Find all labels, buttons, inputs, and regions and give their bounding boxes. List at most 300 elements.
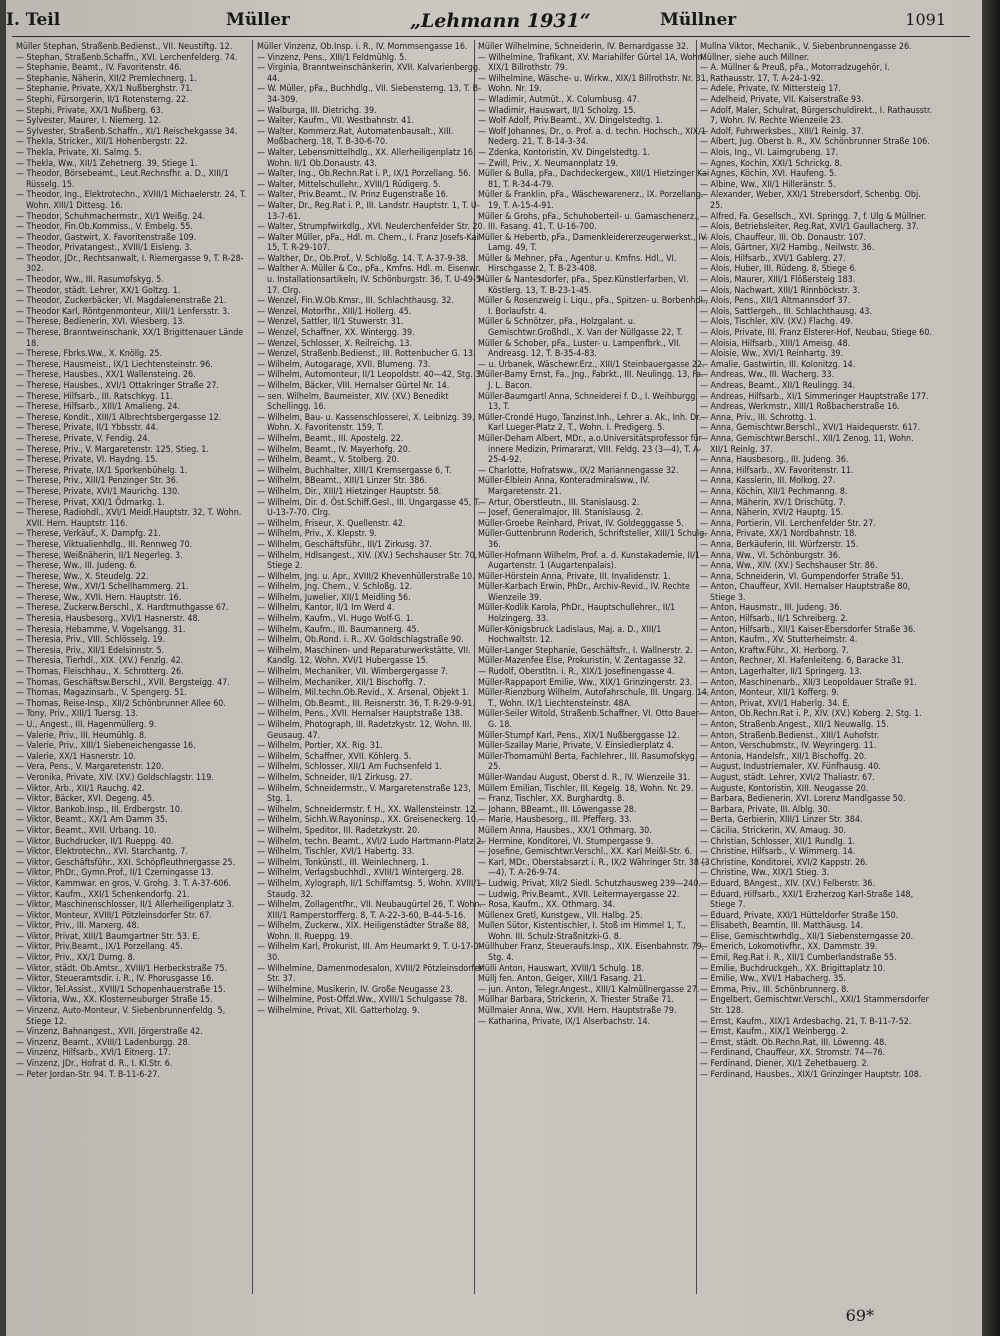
directory-entry: — Stephanie, Private, XX/1 Nußberghstr. 71. bbox=[16, 84, 193, 95]
directory-entry: — Amalie, Gastwirtin, III. Kolonitzg. 14. bbox=[700, 359, 856, 370]
directory-entry: — Wilhelm, Tischler, XVI/1 Habertg. 33. bbox=[257, 847, 415, 858]
directory-entry: — Therese, Private, IX/1 Sporkenbühelg. 1. bbox=[16, 465, 188, 476]
directory-entry: — Therese, Ww., XVI/1 Schellhammerg. 21. bbox=[16, 582, 189, 593]
directory-title: „Lehmann 1931“ bbox=[410, 10, 591, 32]
directory-entry: — Eduard, BAngest., XIV. (XV.) Felberstr. 36. bbox=[700, 878, 876, 889]
directory-entry: — Aloisie, Ww., XVI/1 Reinhartg. 39. bbox=[700, 349, 844, 360]
directory-entry: — Anton, Straßenb.Angest., XII/1 Neuwallg. 15. bbox=[700, 720, 889, 730]
directory-entry: — Therese, Priv., V. Margaretenstr. 125, Stieg. 1. bbox=[16, 444, 209, 455]
directory-entry: — Anna, Näherin, XVI/2 Hauptg. 15. bbox=[700, 508, 844, 519]
directory-entry: — Valerie, Priv., XIII/1 Siebeneichengasse 16. bbox=[16, 741, 196, 752]
directory-entry: — Thekla, Ww., XII/1 Zehetnerg. 39, Stiege 1. bbox=[16, 158, 198, 169]
directory-entry: — Wilhelm, Schneider, II/1 Zirkusg. 27. bbox=[257, 772, 413, 783]
directory-entry: — Anna, Ww., VI. Schönburgstr. 36. bbox=[700, 550, 841, 561]
directory-entry: — Walter, Priv.Beamt., IV. Prinz Eugenstraße 16. bbox=[257, 190, 449, 201]
directory-entry: — Wenzel, Straßenb.Bedienst., III. Rottenbucher G. 13. bbox=[257, 349, 476, 360]
directory-entry: — Anton, Kaufm., XV. Stutterheimstr. 4. bbox=[700, 635, 858, 646]
directory-entry: — Walter, Dr., Reg.Rat i. P., III. Landstr. Hauptstr. 1, T. U-13-7-61. bbox=[257, 200, 480, 222]
directory-entry: — Anna, Berkäuferin, III. Würfzerstr. 15. bbox=[700, 539, 859, 550]
directory-entry: — Therese, Ww., X. Steudelg. 22. bbox=[16, 571, 149, 582]
directory-entry: — Therese, Weißnäherin, II/1 Negerleg. 3. bbox=[16, 550, 183, 561]
directory-entry: — Theresia, Priv., VIII. Schlösselg. 19. bbox=[16, 635, 166, 646]
directory-entry: — Viktor, Geschäftsführ., XXI. Schöpfleuthnergasse 25. bbox=[16, 857, 236, 868]
directory-entry: — Wilhelm, Mechaniker, XII/1 Bischoffg. 7. bbox=[257, 677, 426, 688]
directory-entry: Müllenex Gretl, Kunstgew., VII. Halbg. 25. bbox=[478, 910, 643, 921]
directory-entry: — Wilhelm, Speditor, III. Radetzkystr. 20. bbox=[257, 825, 420, 836]
left-binding-edge bbox=[0, 0, 6, 1336]
directory-entry: — Alois, Betriebsleiter, Reg.Rat, XVI/1 Gaullacherg. 37. bbox=[700, 222, 919, 233]
directory-entry: — Theodor Karl, Röntgenmonteur, XIII/1 Lenfersstr. 3. bbox=[16, 306, 230, 317]
directory-entry: — Therese, Kondit., XIII/1 Albrechtsbergergasse 12. bbox=[16, 412, 222, 423]
directory-entry: — Adolf, Fuhrwerksbes., XIII/1 Reinlg. 37. bbox=[700, 126, 864, 137]
directory-entry: Müller & Schober, pFa., Luster- u. Lampenfbrk., VII. Andreasg. 12, T. B-35-4-83. bbox=[478, 338, 682, 360]
directory-entry: — Emma, Priv., III. Schönbrunnerg. 8. bbox=[700, 984, 849, 995]
directory-entry: — Rudolf, Oberstltn. i. R., XIX/1 Josefinengasse 4. bbox=[478, 667, 675, 678]
directory-entry: — Viktor, Monteur, XVIII/1 Pötzleinsdorfer Str. 67. bbox=[16, 910, 213, 921]
directory-entry: — Walter, Lebensmittelhdlg., XX. Allerheiligenplatz 16, Wohn. II/1 Ob.Donaustr. 43. bbox=[257, 147, 476, 169]
directory-entry: — Valerie, Priv., III. Heumühlg. 8. bbox=[16, 730, 147, 741]
directory-entry: — Artur, Oberstleutn., III. Stanislausg. 2. bbox=[478, 497, 640, 508]
directory-entry: — Wilhelm, Ob.Rond. i. R., XV. Goldschlagstraße 90. bbox=[257, 635, 464, 646]
directory-entry: Mülli Anton, Hauswart, XVIII/1 Schulg. 18. bbox=[478, 963, 644, 974]
page-header bbox=[0, 10, 972, 36]
directory-entry: — Eduard, Hilfsarb., XXI/1 Erzherzog Karl-Straße 148, Stiege 7. bbox=[700, 889, 914, 911]
directory-entry: — sen. Wilhelm, Baumeister, XIV. (XV.) Benedikt Schellingg. 16. bbox=[257, 391, 449, 413]
directory-entry: — Wilhelm, Schneidermstr. f. H., XX. Wallensteinstr. 12. bbox=[257, 804, 478, 815]
directory-entry: — Walther, Dr., Ob.Prof., V. Schloßg. 14. T. A-37-9-38. bbox=[257, 253, 469, 264]
directory-entry: — Theodor, Ing., Elektrotechn., XVIII/1 Michaelerstr. 24, T. Wohn. XIII/1 Dittesg. 16. bbox=[16, 190, 247, 211]
directory-entry: — Theodor, Schuhmachermstr., XI/1 Weißg. 24. bbox=[16, 211, 206, 222]
directory-entry: Mullen Sütor, Kistentischler, I. Stoß im Himmel 1, T., Wohn. III. Schulz-Straßnitzki-G. 8. bbox=[478, 921, 686, 942]
directory-entry: — Wilhelm, Buchhalter, XIII/1 Kremsergasse 6, T. bbox=[257, 465, 452, 476]
directory-entry: — Tony, Priv., XIII/1 Tuersg. 13. bbox=[16, 709, 139, 720]
directory-entry: Müller-Kodlik Karola, PhDr., Hauptschullehrer., II/1 Holzingerg. 33. bbox=[478, 603, 676, 625]
directory-entry: — Anna, Gemischtwr.Berschl., XVI/1 Haidequerstr. 617. bbox=[700, 423, 921, 434]
directory-entry: Müller-Stumpf Karl, Pens., XIX/1 Nußberggasse 12. bbox=[478, 730, 680, 741]
directory-entry: — Emil, Reg.Rat i. R., XII/1 Cumberlandstraße 55. bbox=[700, 953, 897, 964]
directory-entry: — Wilhelmine, Damenmodesalon, XVIII/2 Pötzleinsdorfer Str. 37. bbox=[257, 963, 483, 985]
directory-entry: — Therese, Priv., XIII/1 Penzinger Str. 36. bbox=[16, 476, 179, 487]
directory-entry: — Agnes, Köchin, XVI. Haufeng. 5. bbox=[700, 169, 837, 180]
directory-entry: Müller-Baumgartl Anna, Schneiderei f. D., I. Weihburgg. 13, T. bbox=[478, 391, 698, 413]
directory-entry: — Anna, Gemischtwr.Berschl., XII/1 Zenog. 11, Wohn. XII/1 Reinlg. 37. bbox=[700, 433, 914, 455]
directory-entry: — Wilhelm, Friseur, X. Quellenstr. 42. bbox=[257, 518, 406, 529]
directory-entry: — Sylvester, Straßenb.Schaffn., XI/1 Reischekgasse 34. bbox=[16, 126, 238, 137]
sheet-signature: 69* bbox=[845, 1306, 874, 1325]
directory-entry: — Marie, Hausbesorg., III. Pfefferg. 33. bbox=[478, 815, 632, 826]
directory-entry: — Wilhelmine, Musikerin, IV. Große Neugasse 23. bbox=[257, 984, 453, 995]
directory-entry: — Alois, Maurer, XIII/1 Flößersteig 183. bbox=[700, 275, 856, 286]
directory-entry: — Viktor, Bäcker, XVI. Degeng. 45. bbox=[16, 794, 155, 805]
directory-entry: — Wilhelm, Juwelier, XII/1 Meidling 56. bbox=[257, 592, 411, 603]
directory-entry: — Walter, Mittelschullehr., XVIII/1 Rüdigerg. 5. bbox=[257, 179, 441, 190]
directory-entry: — Anton, Hausmstr., III. Judeng. 36. bbox=[700, 603, 842, 614]
directory-entry: — Wilhelm Karl, Prokurist, III. Am Heumarkt 9, T. U-17-0-30. bbox=[257, 942, 482, 964]
directory-entry: — Andreas, Hilfsarb., XI/1 Simmeringer Hauptstraße 177. bbox=[700, 391, 929, 402]
directory-entry: — Wilhelmine, Privat, XII. Gatterholzg. 9. bbox=[257, 1006, 420, 1017]
directory-entry: — Viktor, Kaufm., XXI/1 Schenkendorfg. 21. bbox=[16, 889, 190, 900]
directory-entry: — Josef, Generalmajor, III. Stanislausg. 2. bbox=[478, 508, 644, 519]
column-divider bbox=[252, 40, 253, 1294]
directory-entry: — Wladimir, Autmüt., X. Columbusg. 47. bbox=[478, 94, 640, 105]
directory-entry: — Wilhelm, Dir. d. Öst.Schiff.Gesl., III. Ungargasse 45, T. U-13-7-70. Clrg. bbox=[257, 497, 481, 519]
directory-entry: — Wilhelm, Schlosser, XII/1 Am Fuchsenfeld 1. bbox=[257, 762, 443, 773]
directory-entry: — Wilhelm, Photograph, III. Radetzkystr. 12, Wohn. III. Geusaug. 47. bbox=[257, 720, 472, 741]
directory-entry: — Wilhelm, Xylograph, II/1 Schiffamtsg. 5, Wohn. XVIII/1 Staudg. 32. bbox=[257, 878, 482, 900]
directory-entry: — Thekla, Private, XI. Salmg. 5. bbox=[16, 147, 142, 158]
directory-entry: Müller-Crondé Hugo, Tanzinst.Inh., Lehrer a. Ak., Inh. Dr. Karl Lueger-Platz 2, T., Wohn. I. Predigerg. 5. bbox=[478, 412, 702, 434]
directory-entry: — Alois, Pens., XII/1 Altmannsdorf 37. bbox=[700, 296, 851, 307]
directory-entry: — Anton, Maschinenarb., XII/3 Leopoldauer Straße 91. bbox=[700, 677, 917, 688]
directory-entry: — Viktoria, Ww., XX. Klosterneuburger Straße 15. bbox=[16, 995, 213, 1006]
directory-entry: — Viktor, Kammwar. en gros, V. Grohg. 3. T. A-37-606. bbox=[16, 878, 231, 889]
directory-entry: — Therese, Zuckerw.Berschl., X. Hardtmuthgasse 67. bbox=[16, 603, 229, 614]
directory-entry: — A. Müllner & Preuß, pFa., Motorradzugehör, I. Rathausstr. 17, T. A-24-1-92. bbox=[700, 63, 890, 84]
directory-entry: — Katharina, Private, IX/1 Alserbachstr. 14. bbox=[478, 1016, 651, 1027]
directory-entry: — Ernst, Kaufm., XIX/1 Weinbergg. 2. bbox=[700, 1027, 849, 1038]
directory-entry: Müller Vinzenz, Ob.Insp. i. R., IV. Mommsengasse 16. bbox=[257, 42, 468, 52]
directory-entry: — Ferdinand, Chauffeur, XX. Stromstr. 74—76. bbox=[700, 1048, 886, 1059]
directory-entry: Müller & Franklin, pFa., Wäschewarenerz., IX. Porzellang. 19, T. A-15-4-91. bbox=[478, 190, 704, 211]
directory-entry: — Wilhelm, Mechaniker, VII. Wimbergergasse 7. bbox=[257, 667, 449, 678]
directory-entry: Müller-Rienzburg Wilhelm, Autofahrschule, III. Ungarg. 14, T., Wohn. IX/1 Liechtensteinstr. 48A. bbox=[478, 688, 710, 709]
directory-entry: — U., Angest., III. Hagenmüllerg. 9. bbox=[16, 720, 157, 730]
directory-entry: — Therese, Branntweinschank, XX/1 Brigittenauer Lände 18. bbox=[16, 328, 244, 349]
directory-entry: — Anton, Chauffeur, XVII. Hernalser Hauptstraße 80, Stiege 3. bbox=[700, 582, 911, 603]
directory-entry: Müller & Schnötzer, pFa., Holzgalant. u. Gemischtwr.Großhdl., X. Van der Nüllgasse 22, T. bbox=[478, 317, 683, 339]
header-rule bbox=[12, 36, 970, 37]
directory-entry: — Theodor, JDr., Rechtsanwalt, I. Riemergasse 9, T. R-28-302. bbox=[16, 253, 244, 275]
directory-entry: — Thomas, Geschäftsw.Berschl., XVII. Bergsteigg. 47. bbox=[16, 677, 230, 688]
directory-entry: — Wilhelm, Maschinen- und Reparaturwerkstätte, VII. Kandlg. 12, Wohn. XVI/1 Hubergasse 15. bbox=[257, 645, 471, 667]
directory-entry: — Virginia, Branntweinschänkerin, XVII. Kalvarienbergg. 44. bbox=[257, 63, 481, 84]
directory-entry: Müllern Anna, Hausbes., XX/1 Othmarg. 30. bbox=[478, 825, 652, 836]
directory-entry: — Therese, Hilfsarb., III. Ratschkyg. 11. bbox=[16, 391, 173, 402]
directory-entry: — Theodor, Gastwirt, X. Favoritenstraße 109. bbox=[16, 232, 197, 243]
directory-entry: — Theresia, Tierhdl., XIX. (XV.) Fenzlg. 42. bbox=[16, 656, 184, 667]
directory-entry: Müllj fen. Anton, Geiger, XIII/1 Fasang. 21. bbox=[478, 974, 646, 985]
directory-entry: — Therese, Hausbes., XVI/1 Ottakringer Straße 27. bbox=[16, 381, 219, 391]
directory-entry: — Stephan, Straßenb.Schaffn., XVI. Lerchenfelderg. 74. bbox=[16, 52, 238, 63]
directory-entry: — Viktor, Buchdrucker, II/1 Rueppg. 40. bbox=[16, 836, 174, 847]
directory-entry: — Adelheid, Private, VII. Kaiserstraße 93. bbox=[700, 94, 864, 105]
directory-entry: — Zwill, Priv., X. Neumannplatz 19. bbox=[478, 158, 619, 169]
directory-entry: — Wenzel, Sattler, II/1 Stuwerstr. 31. bbox=[257, 317, 404, 328]
directory-entry: — Anton, Rechner, XI. Hafenleiteng. 6, Baracke 31. bbox=[700, 656, 904, 667]
directory-entry: — Anna, Schneiderin, VI. Gumpendorfer Straße 51. bbox=[700, 571, 904, 582]
directory-entry: — Wolf Johannes, Dr., o. Prof. a. d. techn. Hochsch., XIX/1 Nederg. 21, T. B-14-3-34. bbox=[478, 126, 707, 148]
directory-entry: Müller-Deham Albert, MDr., a.o.Universitätsprofessor für innere Medizin, Primararzt, VIII. Feldg. 23 (3—4), T. A-25-4-92. bbox=[478, 433, 702, 466]
directory-entry: — Alois, Gärtner, XI/2 Hambg., Neilwstr. 36. bbox=[700, 243, 875, 254]
directory-entry: — Anna, Kassierin, III. Molkog. 27. bbox=[700, 476, 836, 487]
directory-entry: — Wilhelm, Schaffner, XVII. Köhlerg. 5. bbox=[257, 751, 412, 762]
directory-entry: Müller-Hörstein Anna, Private, III. Invalidenstr. 1. bbox=[478, 571, 671, 582]
directory-entry: — Anton, Lagerhalter, II/1 Springerg. 13. bbox=[700, 667, 862, 678]
directory-entry: — Ferdinand, Diener, XI/1 Zehetbauerg. 2. bbox=[700, 1059, 870, 1069]
directory-entry: — Christian, Schlosser, XII/1 Rundlg. 1. bbox=[700, 836, 856, 847]
directory-entry: — Therese, Private, II/1 Ybbsstr. 44. bbox=[16, 423, 159, 434]
directory-entry: — Berta, Gerbierin, XIII/1 Linzer Str. 384. bbox=[700, 815, 863, 826]
directory-entry: — W. Müller, pFa., Buchhdlg., VII. Siebensterng. 13, T. B-34-309. bbox=[257, 84, 481, 105]
directory-entry: — Charlotte, Hofratsww., IX/2 Mariannengasse 32. bbox=[478, 465, 679, 476]
directory-entry: — Wolf Adolf, Priv.Beamt., XV. Dingelstedtg. 1. bbox=[478, 116, 663, 127]
directory-entry: — Wilhelm, Zuckerw., XIX. Heiligenstädter Straße 88, Wohn. II. Rueppg. 19. bbox=[257, 921, 470, 942]
directory-entry: — Wilhelm, Beamt., IV. Mayerhofg. 20. bbox=[257, 444, 411, 455]
directory-entry: — Theodor, Ww., III. Rasumofskyg. 5. bbox=[16, 275, 164, 286]
directory-entry: — Walther A. Müller & Co., pFa., Kmfns. Hdl. m. Eisenwr. u. Installationsartikeln, IV. Schönburgstr. 36, T. U-49-5-17. Clrg. bbox=[257, 264, 484, 296]
directory-entry: — Wilhelm, Bäcker, VIII. Hernalser Gürtel Nr. 14. bbox=[257, 381, 450, 391]
directory-entry: — Josefine, Gemischtwr.Verschl., XX. Karl Meißl-Str. 6. bbox=[478, 847, 693, 858]
directory-entry: — Theodor, Privatangest., XVIII/1 Eisleng. 3. bbox=[16, 243, 192, 254]
directory-entry: — Valerie, XX/1 Hasnerstr. 10. bbox=[16, 751, 136, 762]
directory-entry: Müller-Groebe Reinhard, Privat, IV. Goldegggasse 5. bbox=[478, 518, 684, 529]
directory-entry: — Viktor, Beamt., XX/1 Am Damm 35. bbox=[16, 815, 168, 826]
directory-entry: — Alois, Ing., VI. Laimgrubeng. 17. bbox=[700, 147, 839, 158]
directory-entry: Müller-Langer Stephanie, Geschäftsfr., I. Wallnerstr. 2. bbox=[478, 645, 693, 656]
directory-entry: — Vinzenz, Pens., XIII/1 Feldmühlg. 5. bbox=[257, 52, 407, 63]
directory-entry: — Wilhelm, Jng. Chem., V. Schloßg. 12. bbox=[257, 582, 413, 593]
directory-entry: — Theresia, Hebamme, V. Vogelsangg. 31. bbox=[16, 624, 186, 635]
directory-entry: Mullna Viktor, Mechanik., V. Siebenbrunnengasse 26. bbox=[700, 42, 912, 52]
directory-entry: — Wilhelm, Mil.techn.Ob.Revid., X. Arsenal, Objekt 1. bbox=[257, 688, 470, 699]
directory-entry: — Walter Müller, pFa., Hdl. m. Chem., I. Franz Josefs-Kai 15, T. R-29-107. bbox=[257, 232, 479, 254]
directory-entry: — Stephi, Private, XX/1 Nußberg. 63. bbox=[16, 105, 164, 116]
directory-entry: — Thomas, Magazinsarb., V. Spengerg. 51. bbox=[16, 688, 187, 699]
directory-entry: — Aloisia, Hilfsarb., XIII/1 Ameisg. 48. bbox=[700, 338, 851, 349]
directory-entry: — Viktor, Steueramtsdir. i. R., IV. Phorusgasse 16. bbox=[16, 974, 214, 985]
directory-entry: — Rosa, Kaufm., XX. Othmarg. 34. bbox=[478, 900, 616, 911]
directory-entry: — Anna, Ww., XIV. (XV.) Sechshauser Str. 86. bbox=[700, 561, 878, 572]
directory-entry: — Wenzel, Fin.W.Ob.Kmsr., III. Schlachthausg. 32. bbox=[257, 296, 454, 307]
directory-entry: — Alois, Chauffeur, III. Ob. Donaustr. 107. bbox=[700, 232, 867, 243]
directory-entry: — Christine, Konditorei, XVI/2 Kappstr. 26. bbox=[700, 857, 868, 868]
directory-entry: — Viktor, Beamt., XVII. Urbang. 10. bbox=[16, 825, 157, 836]
directory-entry: — Wenzel, Motorfhr., XIII/1 Hollerg. 45. bbox=[257, 306, 412, 317]
directory-entry: — Therese, Fbrks.Ww., X. Knöllg. 25. bbox=[16, 349, 162, 360]
directory-entry: — Thomas, Reise-Insp., XII/2 Schönbrunner Allee 60. bbox=[16, 698, 226, 709]
directory-entry: — August, städt. Lehrer, XVI/2 Thaliastr. 67. bbox=[700, 772, 875, 783]
directory-entry: — Alois, Huber, III. Rüdeng. 8, Stiege 6. bbox=[700, 264, 858, 275]
page-edge-shadow bbox=[982, 0, 1000, 1336]
directory-entry: — Therese, Ww., III. Judeng. 6. bbox=[16, 561, 138, 572]
directory-entry: — Theodor, Zuckerbäcker, VI. Magdalenenstraße 21. bbox=[16, 296, 227, 307]
directory-entry: — Vinzenz, Auto-Monteur, V. Siebenbrunnenfeldg. 5, Stiege 12. bbox=[16, 1006, 226, 1027]
directory-entry: — Therese, Radiohdl., XVI/1 Meidl.Hauptstr. 32, T. Wohn. XVII. Hern. Hauptstr. 116. bbox=[16, 508, 242, 529]
directory-entry: Müller-Rappaport Emilie, Ww., XIX/1 Grinzingerstr. 23. bbox=[478, 677, 693, 688]
directory-entry: — Therese, Private, V. Fendig. 24. bbox=[16, 433, 150, 444]
directory-entry: — Anton, Hilfsarb., II/1 Schreiberg. 2. bbox=[700, 614, 849, 625]
directory-entry: — Theodor, Fin.Ob.Kommiss., V. Embelg. 55. bbox=[16, 222, 193, 233]
directory-entry: — Walter, Kaufm., VII. Westbahnstr. 41. bbox=[257, 116, 414, 127]
directory-entry: — Walter, Ing., Ob.Rechn.Rat i. P., IX/1 Porzellang. 56. bbox=[257, 169, 471, 180]
directory-entry: Müller & Bulla, pFa., Dachdeckergew., XIII/1 Hietzinger Kai 81, T. R-34-4-79. bbox=[478, 169, 710, 190]
directory-entry: — Wilhelm, Geschäftsführ., III/1 Zirkusg. 37. bbox=[257, 539, 432, 550]
directory-entry: — Wilhelm, Pens., XVII. Hernalser Hauptstraße 138. bbox=[257, 709, 463, 720]
directory-entry: — Wenzel, Schaffner, XX. Wintergg. 39. bbox=[257, 328, 415, 339]
directory-entry: — Wilhelm, Tonkünstl., III. Weinlechnerg. 1. bbox=[257, 857, 429, 868]
directory-entry: — Wilhelm, techn. Beamt., XVI/2 Ludo Hartmann-Platz 2. bbox=[257, 836, 484, 847]
directory-entry: — Alexander, Weber, XXI/1 Strebersdorf, Schenbg. Obj. 25. bbox=[700, 190, 921, 211]
directory-entry: — Agnes, Kochin, XXI/1 Schrickg. 8. bbox=[700, 158, 843, 169]
directory-entry: — Walter, Kommerz.Rat, Automatenbausalt., XIII. Moßbacherg. 18, T. B-30-6-70. bbox=[257, 126, 454, 148]
directory-entry: — Therese, Private, VI. Haydng. 15. bbox=[16, 455, 158, 466]
directory-entry: Müller Stephan, Straßenb.Bedienst., VII. Neustiftg. 12. bbox=[16, 42, 233, 52]
directory-entry: Müller-Szallay Marie, Private, V. Einsiedlerplatz 4. bbox=[478, 741, 674, 752]
directory-column-1 bbox=[16, 42, 248, 1294]
directory-entry: — Wladimir, Hauswart, II/1 Scholzg. 15. bbox=[478, 105, 636, 116]
directory-entry: — Walburga, III. Dietrichg. 39. bbox=[257, 105, 377, 116]
directory-entry: — Hermine, Konditorei, VI. Stumpergasse 9. bbox=[478, 836, 654, 847]
directory-entry: — Wilhelm, Portier, XX. Rig. 31. bbox=[257, 741, 383, 752]
directory-entry: — Theodor, städt. Lehrer, XX/1 Goltzg. 1. bbox=[16, 285, 181, 296]
directory-entry: — Wilhelmine, Trafikant, XV. Mariahilfer Gürtel 1A, Wohn. XIX/1 Billrothstr. 79. bbox=[478, 52, 706, 74]
directory-entry: Müller & Grohs, pFa., Schuhoberteil- u. Gamaschenerz., III. Fasang. 41, T. U-16-700. bbox=[478, 211, 700, 233]
directory-entry: — Adele, Private, IV. Mittersteig 17. bbox=[700, 84, 841, 95]
directory-entry: Müller-Mazenfee Else, Prokuristin, V. Zentagasse 32. bbox=[478, 656, 686, 667]
directory-entry: — Therese, Verkäuf., X. Dampfg. 21. bbox=[16, 529, 161, 540]
directory-entry: Müller-Thomamühl Berta, Fachlehrer., III. Rasumofskyg. 25. bbox=[478, 751, 698, 773]
directory-entry: — Anton, Monteur, XII/1 Kofferg. 9. bbox=[700, 688, 839, 699]
directory-entry: — Viktor, PhDr., Gymn.Prof., II/1 Czerningasse 13. bbox=[16, 868, 214, 879]
directory-entry: — Wilhelm, Verlagsbuchhdl., XVIII/1 Wintergerg. 28. bbox=[257, 868, 464, 879]
directory-entry: Müller-Elblein Anna, Konteradmiralsww., IV. Margaretenstr. 21. bbox=[478, 476, 650, 497]
directory-entry: — Antonia, Handelsfr., XII/1 Bischoffg. 20. bbox=[700, 751, 867, 762]
directory-entry: — Wilhelm, Automonteur, II/1 Leopoldstr. 40—42, Stg. 3. bbox=[257, 370, 483, 381]
directory-entry: — Wilhelm, Autogarage, XVII. Blumeng. 73. bbox=[257, 359, 431, 370]
directory-entry: — Anna, Hilfsarb., XV. Favoritenstr. 11. bbox=[700, 465, 854, 476]
directory-entry: — Ernst, städt. Ob.Rechn.Rat, III. Löwenng. 48. bbox=[700, 1037, 887, 1048]
directory-entry: — Wilhelm, Zollagentfhr., VII. Neubaugürtel 26, T. Wohn. XIII/1 Ramperstorfferg. 8, T. A-22-3-60, B-44-5-16. bbox=[257, 900, 482, 921]
directory-entry: — Anna, Private, XX/1 Nordbahnstr. 18. bbox=[700, 529, 857, 540]
directory-entry: — Therese, Bedienerin, XVI. Wiesberg. 13. bbox=[16, 317, 186, 328]
directory-entry: — Therese, Ww., XVII. Hern. Hauptstr. 16. bbox=[16, 592, 182, 603]
directory-entry: — Elise, Gemischtwrhdlg., XII/1 Siebensterngasse 20. bbox=[700, 931, 914, 942]
directory-entry: — Johann, BBeamt., III. Löwengasse 28. bbox=[478, 804, 637, 815]
directory-entry: Müller & Mehner, pFa., Agentur u. Kmfns. Hdl., VI. Hirschgasse 2, T. B-23-408. bbox=[478, 253, 677, 275]
directory-entry: — Theresia, Hausbesorg., XVI/1 Hasnerstr. 48. bbox=[16, 614, 201, 625]
directory-column-3 bbox=[478, 42, 710, 1294]
directory-entry: — Andreas, Beamt., XII/1 Reulingg. 34. bbox=[700, 381, 856, 391]
directory-entry: — Ludwig, Priv.Beamt., XVII. Leitermayergasse 22. bbox=[478, 889, 680, 900]
directory-entry: — Wilhelm, Dir., XIII/1 Hietzinger Hauptstr. 58. bbox=[257, 486, 442, 497]
directory-entry: — Therese, Private, XVI/1 Maurichg. 130. bbox=[16, 486, 180, 497]
directory-entry: — Engelbert, Gemischtwr.Verschl., XXI/1 Stammersdorfer Str. 128. bbox=[700, 995, 929, 1017]
directory-entry: — Wilhelm, Ob.Beamt., III. Reisnerstr. 36, T. R-29-9-91. bbox=[257, 698, 475, 709]
directory-entry: — Anna, Priv., III. Schrottg. 1. bbox=[700, 412, 817, 423]
directory-entry: — Wilhelm, Kaufm., III. Baumannerg. 45. bbox=[257, 624, 420, 635]
directory-entry: — Viktor, Elektrotechn., XVI. Starchantg. 7. bbox=[16, 847, 188, 858]
directory-entry: — Anna, Köchin, XII/1 Pechmanng. 8. bbox=[700, 486, 848, 497]
directory-entry: — Viktor, Arb., XII/1 Rauchg. 42. bbox=[16, 783, 145, 794]
directory-entry: — Anton, Verschubmstr., IV. Weyringerg. 11. bbox=[700, 741, 877, 752]
directory-entry: Müller & Nantesdorfer, pFa., Spez.Künstlerfarben, VI. Köstlerg. 13, T. B-23-1-45. bbox=[478, 275, 689, 296]
directory-entry: Müller-Hofmann Wilhelm, Prof. a. d. Kunstakademie, II/1 Augartenstr. 1 (Augartenpalais). bbox=[478, 550, 700, 572]
directory-entry: — Christine, Ww., XIX/1 Stieg. 3. bbox=[700, 868, 830, 879]
directory-entry: — Anton, Ob.Rechn.Rat i. P., XIV. (XV.) Koberg. 2, Stg. 1. bbox=[700, 709, 922, 720]
directory-entry: — Andreas, Ww., III. Wacherg. 33. bbox=[700, 370, 835, 381]
directory-entry: — Vinzenz, Bahnangest., XVII. Jörgerstraße 42. bbox=[16, 1027, 203, 1038]
directory-entry: — Wilhelmine, Post-Offzl.Ww., XVIII/1 Schulgasse 78. bbox=[257, 995, 468, 1006]
directory-entry: — Alfred, Fa. Gesellsch., XVI. Springg. 7, f. Ulg & Müllner. bbox=[700, 211, 927, 222]
directory-column-2 bbox=[257, 42, 489, 1294]
directory-entry: — Barbara, Private, III. Alblg. 30. bbox=[700, 804, 831, 815]
directory-entry: — Eduard, Private, XXI/1 Hütteldorfer Straße 150. bbox=[700, 910, 899, 921]
directory-entry: — Therese, Hausmeist., IX/1 Liechtensteinstr. 96. bbox=[16, 359, 213, 370]
directory-entry: — Stephanie, Beamt., IV. Favoritenstr. 46. bbox=[16, 63, 182, 74]
directory-entry: — Sylvester, Maurer, I. Niemerg. 12. bbox=[16, 116, 162, 127]
directory-entry: — Wilhelm, Schneidermstr., V. Margaretenstraße 123, Stg. 1. bbox=[257, 783, 471, 805]
directory-entry: — Anna, Portierin, VII. Lerchenfelder Str. 27. bbox=[700, 518, 876, 529]
directory-entry: — Stephi, Fürsorgerin, II/1 Rotensterng. 22. bbox=[16, 94, 189, 105]
directory-entry: — Anton, Kraftw.Führ., XI. Herborg. 7. bbox=[700, 645, 849, 656]
directory-entry: — Thomas, Fleischhau., X. Schrotterg. 26. bbox=[16, 667, 184, 678]
directory-entry: — Andreas, Werkmstr., XIII/1 Roßbacherstraße 16. bbox=[700, 402, 900, 413]
directory-entry: — u. Urbanek, Wäschewr.Erz., XIII/1 Steinbauergasse 22. bbox=[478, 359, 705, 370]
directory-entry: — Vera, Pens., V. Margaretenstr. 120. bbox=[16, 762, 164, 773]
directory-entry: Müllhuber Franz, Steueraufs.Insp., XIX. Eisenbahnstr. 79, Stg. 4. bbox=[478, 942, 705, 964]
directory-entry: — Wilhelm, Priv., X. Klepstr. 9. bbox=[257, 529, 377, 540]
directory-entry: — Anna, Mäherin, XV/1 Drischütg. 7. bbox=[700, 497, 846, 508]
directory-entry: Müller-Seiler Witold, Straßenb.Schaffner, VI. Otto Bauer-G. 18. bbox=[478, 709, 702, 730]
directory-entry: Müller & Hebertb, pFa., Damenkleidererzeugerwerkst., IV. Lamg. 49, T. bbox=[478, 232, 708, 254]
directory-entry: — Elisabeth, Beamtin, III. Matthäusg. 14. bbox=[700, 921, 864, 932]
directory-entry: — Viktor, Bankob.Insp., III. Erdbergstr. 10. bbox=[16, 804, 183, 815]
directory-entry: — Anton, Privat, XVI/1 Haberlg. 34. E. bbox=[700, 698, 851, 709]
directory-entry: — Wilhelm, Jng. u. Apr., XVIII/2 Khevenhüllerstraße 10. bbox=[257, 571, 475, 582]
directory-entry: — Anton, Straßenb.Bedienst., XIII/1 Auhofstr. bbox=[700, 730, 880, 741]
directory-entry: Müller-Bamy Ernst, Fa., Jng., Fabrkt., III. Neulingg. 13, Fa. J. L. Bacon. bbox=[478, 370, 704, 391]
directory-entry: — Barbara, Bedienerin, XVI. Lorenz Mandlgasse 50. bbox=[700, 794, 906, 805]
directory-entry: — Theresia, Priv., XII/1 Edelsinnstr. 5. bbox=[16, 645, 165, 656]
directory-entry: — Alois, Hilfsarb., XVI/1 Gablerg. 27. bbox=[700, 253, 846, 264]
directory-entry: — Karl, MDr., Oberstabsarzt i. R., IX/2 Währinger Str. 38 (3—4), T. A-26-9-74. bbox=[478, 857, 710, 879]
directory-entry: Müller-Königsbruck Ladislaus, Maj. a. D., XIII/1 Hochwaltstr. 12. bbox=[478, 624, 662, 646]
directory-entry: — Alois, Tischler, XIV. (XV.) Flachg. 49. bbox=[700, 317, 853, 328]
directory-entry: — Alois, Sattlergeh., III. Schlachthausg. 43. bbox=[700, 306, 873, 317]
directory-entry: — Viktor, Privat, XIII/1 Baumgartner Str. 53. E. bbox=[16, 931, 200, 942]
directory-entry: — Zdenka, Kontoristin, XV. Dingelstedtg. 1. bbox=[478, 147, 650, 158]
directory-entry: — Emilie, Ww., XVI/1 Habacherg. 35. bbox=[700, 974, 846, 985]
directory-entry: — Viktor, Priv., III. Marxerg. 48. bbox=[16, 921, 140, 932]
directory-entry: — Ludwig, Privat, XII/2 Siedl. Schutzhausweg 239—240. bbox=[478, 878, 701, 889]
directory-entry: — August, Industriemaler, XV. Fünfhausg. 40. bbox=[700, 762, 881, 773]
directory-entry: Müller-Karbach Erwin, PhDr., Archiv-Revid., IV. Rechte Wienzeile 39. bbox=[478, 582, 690, 603]
directory-entry: Müller Wilhelmine, Schneiderin, IV. Bernardgasse 32. bbox=[478, 42, 689, 52]
directory-entry: — Veronika, Private, XIV. (XV.) Goldschlagstr. 119. bbox=[16, 772, 214, 783]
directory-entry: — Adolf, Maler, Schulrat, Bürgerschuldirekt., I. Rathausstr. 7, Wohn. IV. Rechte Wienzeile 23. bbox=[700, 105, 933, 127]
directory-entry: — Anton, Hilfsarb., XII/1 Kaiser-Ebersdorfer Straße 36. bbox=[700, 624, 916, 635]
directory-entry: — Wilhelm, Beamt., III. Apostelg. 22. bbox=[257, 433, 404, 444]
part-label: I. Teil bbox=[6, 10, 61, 30]
directory-entry: — Anna, Hausbesorg., III. Judeng. 36. bbox=[700, 455, 849, 466]
directory-column-4 bbox=[700, 42, 934, 1294]
directory-entry: — Therese, Hilfsarb., XIII/1 Amalieng. 24. bbox=[16, 402, 180, 413]
last-name-heading: Müllner bbox=[660, 10, 737, 30]
directory-entry: — Vinzenz, Hilfsarb., XVI/1 Eitnerg. 17. bbox=[16, 1048, 171, 1059]
directory-entry: Müllern Emilian, Tischler, III. Kegelg. 18, Wohn. Nr. 29. bbox=[478, 783, 694, 794]
first-name-heading: Müller bbox=[226, 10, 290, 30]
directory-entry: — Vinzenz, JDr., Hofrat d. R., I. Kl.Str. 6. bbox=[16, 1059, 173, 1069]
directory-entry: — Albert, Jug. Oberst b. R., XV. Schönbrunner Straße 106. bbox=[700, 137, 930, 148]
directory-entry: — Emilie, Buchdruckgeh., XX. Brigittaplatz 10. bbox=[700, 963, 886, 974]
directory-entry: — Ferdinand, Hausbes., XIX/1 Grinzinger Hauptstr. 108. bbox=[700, 1069, 922, 1080]
directory-entry: — Therese, Hausbes., XX/1 Wallensteing. 26. bbox=[16, 370, 196, 381]
directory-entry: — Ernst, Kaufm., XIX/1 Ardesbachg. 21, T. B-11-7-52. bbox=[700, 1016, 912, 1027]
directory-entry: — Wilhelm, Kaufm., VI. Hugo Wolf-G. 1. bbox=[257, 614, 414, 625]
directory-entry: — jun. Anton, Telegr.Angest., XIII/1 Kalmüllnergasse 27. bbox=[478, 984, 700, 995]
directory-entry: Müllhar Barbara, Strickerin, X. Triester Straße 71. bbox=[478, 995, 675, 1006]
directory-entry: — Therese, Privat, XXI/1 Ödmarkg. 1. bbox=[16, 497, 165, 508]
